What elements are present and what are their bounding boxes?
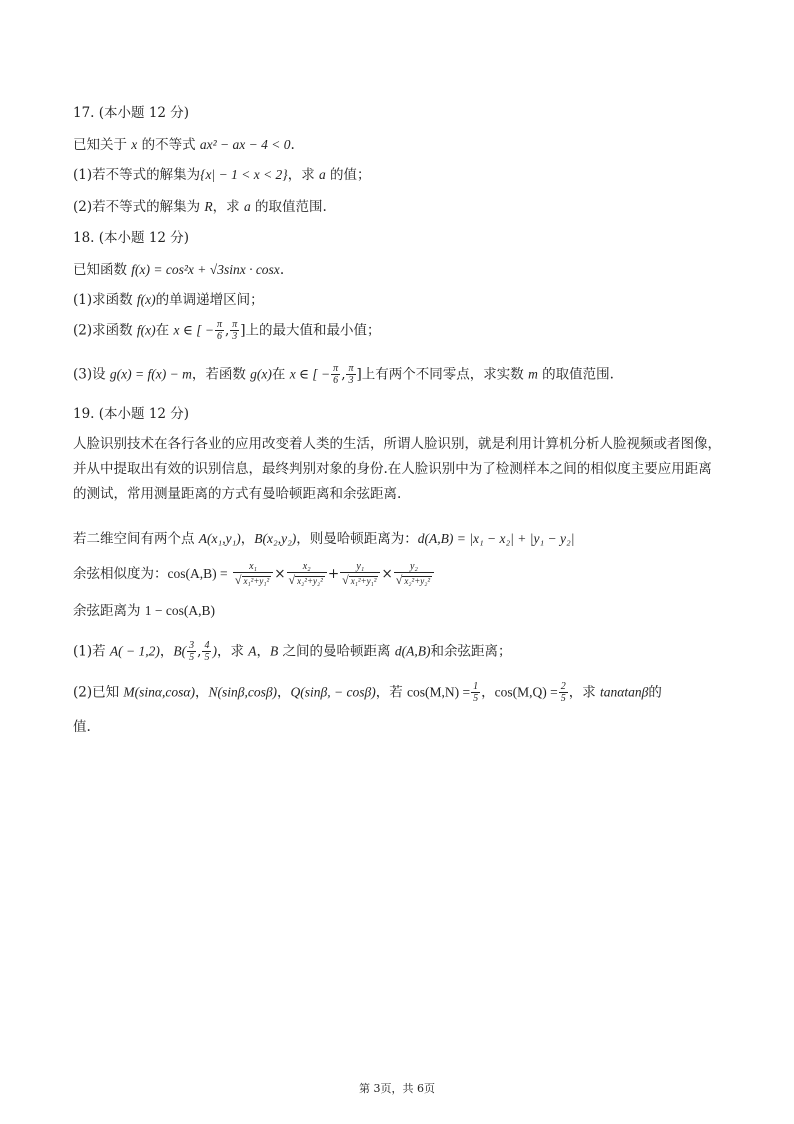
- fraction-pi-3: $\frac{\pi}{3}$: [348, 363, 354, 386]
- q18-part3: (3)设 g(x) = f(x) − m，若函数 g(x)在 x ∈ [ − $\frac{\pi}{6}$ , $\frac{\pi}{3}$ ]上有两个不同零点，求实数 m 的取值范围.: [73, 363, 614, 386]
- q19-part1: (1)若 A( − 1,2)，B( $\frac{3}{5}$ , $\frac{4}{5}$ )，求 A，B 之间的曼哈顿距离 d(A,B)和余弦距离；: [73, 640, 512, 663]
- q18-intro: 已知函数 f(x) = cos²x + √3sinx · cosx.: [73, 262, 285, 278]
- q17-header: 17. (本小题 12 分): [73, 105, 190, 121]
- q19-header: 19. (本小题 12 分): [73, 406, 190, 422]
- page-footer: 第 3页，共 6页: [359, 1082, 435, 1095]
- q17-intro: 已知关于 x 的不等式 ax² − ax − 4 < 0.: [73, 137, 295, 153]
- q19-paragraph: 人脸识别技术在各行各业的应用改变着人类的生活，所谓人脸识别，就是利用计算机分析人脸视频或者图像，并从中提取出有效的识别信息，最终判别对象的身份.在人脸识别中为了检测样本之间的相似度主要应用距离的测试，常用测量距离的方式有曼哈顿距离和余弦距离.: [73, 436, 721, 502]
- q19-cosine-distance: 余弦距离为 1 − cos(A,B): [73, 603, 216, 619]
- fraction-pi-6: $\frac{\pi}{6}$: [333, 363, 339, 386]
- q19-part2: (2)已知 M(sinα,cosα)，N(sinβ,cosβ)，Q(sinβ, − cosβ)，若 cos(M,N) = $\frac{1}{5}$ ，cos(M,Q) = $\frac{2}{5}$ ，求 tanαtanβ的: [73, 681, 662, 704]
- q19-part2-end: 值.: [73, 719, 91, 735]
- q17-part2: (2)若不等式的解集为 R，求 a 的取值范围.: [73, 199, 327, 215]
- fraction-pi-6: $\frac{\pi}{6}$: [216, 319, 222, 342]
- q18-part1: (1)求函数 f(x)的单调递增区间；: [73, 292, 264, 308]
- q18-header: 18. (本小题 12 分): [73, 230, 190, 246]
- fraction-pi-3: $\frac{\pi}{3}$: [232, 319, 238, 342]
- q18-part2: (2)求函数 f(x)在 x ∈ [ − $\frac{\pi}{6}$ , $\frac{\pi}{3}$ ]上的最大值和最小值；: [73, 319, 381, 342]
- q19-cosine-similarity: 余弦相似度为：cos(A,B) = $\frac{\text{x₁}}{\text{√ x₁²+y₁²}}$ × $\frac{\text{x₂}}{\text{√ x₂²+y₂²}}$ + $\frac{\text{y₁}}{\text{√ x₁²+y₁²}}$ × $\frac{\text{y₂}}{\text{√ x₂²+y₂²}}$: [73, 562, 435, 587]
- q19-points-line: 若二维空间有两个点 A(x₁,y₁)，B(x₂,y₂)，则曼哈顿距离为：d(A,B) = |x₁ − x₂| + |y₁ − y₂|: [73, 531, 575, 547]
- q17-part1: (1)若不等式的解集为{x| − 1 < x < 2}，求 a 的值；: [73, 167, 371, 183]
